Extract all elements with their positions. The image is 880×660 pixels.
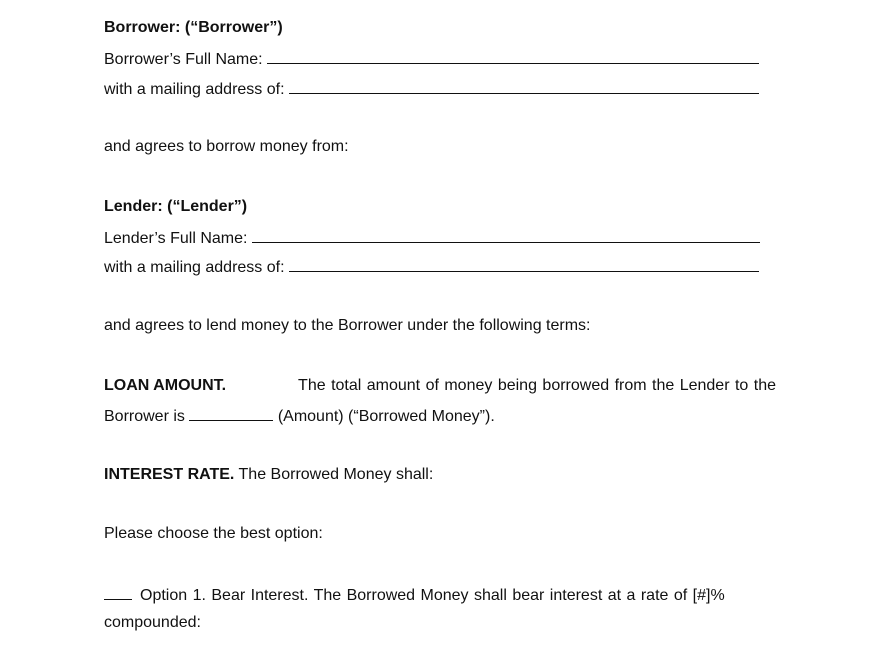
- lender-address-field[interactable]: [289, 256, 759, 272]
- lender-name-label: Lender’s Full Name:: [104, 230, 248, 247]
- loan-amount-suffix: (Amount) (“Borrowed Money”).: [277, 408, 495, 425]
- amount-field[interactable]: [189, 405, 273, 421]
- borrower-heading: Borrower: (“Borrower”): [104, 19, 283, 36]
- choose-option-text: Please choose the best option:: [104, 525, 323, 542]
- agrees-borrow-text: and agrees to borrow money from:: [104, 138, 349, 155]
- loan-amount-line2: [104, 405, 776, 427]
- borrower-name-field[interactable]: [267, 48, 759, 64]
- lender-name-row: [104, 227, 776, 249]
- loan-amount-prefix: Borrower is: [104, 408, 185, 425]
- option1-checkbox-blank[interactable]: [104, 584, 132, 600]
- interest-rate-heading: INTEREST RATE.: [104, 466, 235, 483]
- option1-text-wrap: [140, 586, 776, 606]
- lender-address-row: [104, 256, 776, 278]
- borrower-name-row: [104, 48, 776, 70]
- borrower-address-row: [104, 78, 776, 100]
- option1-line1: [104, 584, 776, 606]
- borrower-name-label: Borrower’s Full Name:: [104, 51, 263, 68]
- option1-line2: compounded:: [104, 614, 201, 631]
- lender-name-field[interactable]: [252, 227, 760, 243]
- interest-rate-text: The Borrowed Money shall:: [238, 466, 434, 483]
- loan-amount-line1: [104, 376, 776, 396]
- option1-text: Option 1. Bear Interest. The Borrowed Money shall bear interest at a rate of [#]%: [140, 587, 725, 604]
- agrees-lend-text: and agrees to lend money to the Borrower under the following terms:: [104, 317, 591, 334]
- borrower-address-field[interactable]: [289, 78, 759, 94]
- borrower-address-label: with a mailing address of:: [104, 81, 285, 98]
- loan-amount-text: The total amount of money being borrowed from the Lender to the: [298, 377, 776, 394]
- loan-amount-heading: LOAN AMOUNT.: [104, 377, 227, 394]
- lender-heading: Lender: (“Lender”): [104, 198, 248, 215]
- interest-rate-row: [104, 465, 776, 485]
- lender-address-label: with a mailing address of:: [104, 259, 285, 276]
